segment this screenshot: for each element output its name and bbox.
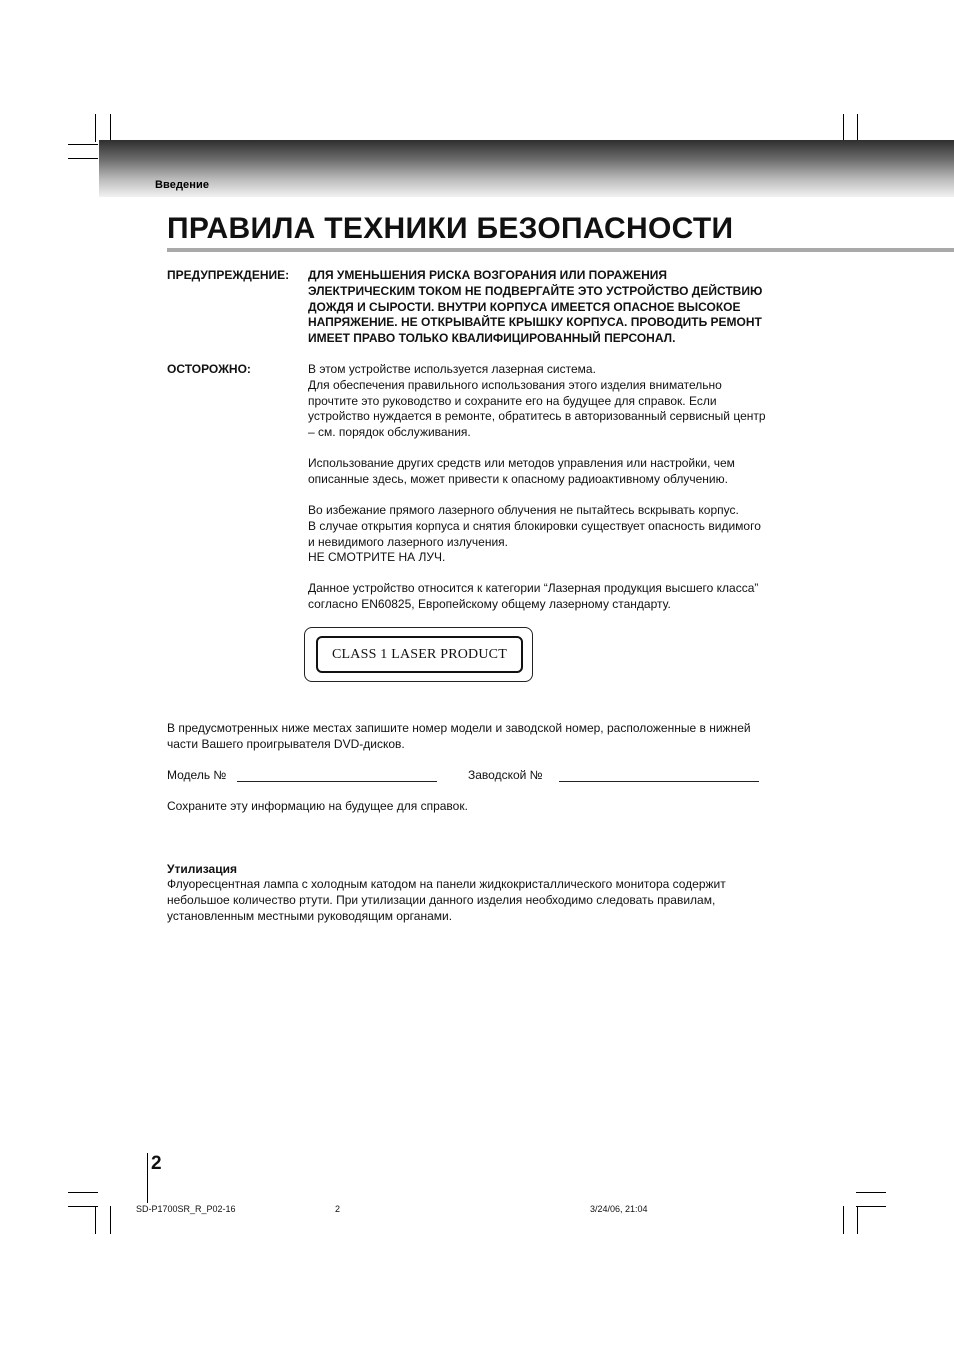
disposal-text: Флуоресцентная лампа с холодным катодом на панели жидкокристаллического монитора содержит небольшое количество ртути. При утилизации данного изделия необходимо следовать правилам, установленным местными руководящим органами. [167, 877, 726, 923]
record-intro: В предусмотренных ниже местах запишите номер модели и заводской номер, расположенные в нижней части Вашего проигрывателя DVD-дисков. [167, 721, 751, 751]
laser-class-label [304, 627, 533, 682]
crop-mark [110, 1206, 111, 1234]
warning-text: ДЛЯ УМЕНЬШЕНИЯ РИСКА ВОЗГОРАНИЯ ИЛИ ПОРАЖЕНИЯ ЭЛЕКТРИЧЕСКИМ ТОКОМ НЕ ПОДВЕРГАЙТЕ ЭТО УСТРОЙСТВО ДЕЙСТВИЮ ДОЖДЯ И СЫРОСТИ. ВНУТРИ КОРПУСА ИМЕЕТСЯ ОПАСНОЕ ВЫСОКОЕ НАПРЯЖЕНИЕ. НЕ ОТКРЫВАЙТЕ КРЫШКУ КОРПУСА. ПРОВОДИТЬ РЕМОНТ ИМЕЕТ ПРАВО ТОЛЬКО КВАЛИФИЦИРОВАННЫЙ ПЕРСОНАЛ. [308, 268, 763, 346]
footer-filename: SD-P1700SR_R_P02-16 [136, 1204, 236, 1214]
crop-mark [856, 1192, 886, 1193]
warning-label: ПРЕДУПРЕЖДЕНИЕ: [167, 268, 290, 282]
page-number: 2 [151, 1153, 162, 1174]
caution-paragraph-1: В этом устройстве используется лазерная система. Для обеспечения правильного использования этого изделия внимательно прочтите это руководство и сохраните его на будущее для справок. Если устройство нуждается в ремонте, обратитесь в авторизованный сервисный центр – см. порядок обслуживания. [308, 362, 766, 440]
header-band [99, 140, 954, 197]
footer-page: 2 [335, 1204, 341, 1214]
model-number-field[interactable] [237, 781, 437, 782]
crop-mark [68, 1192, 98, 1193]
serial-number-label: Заводской № [468, 768, 543, 782]
disposal-heading: Утилизация [167, 862, 237, 876]
caution-paragraph-3: Во избежание прямого лазерного облучения не пытайтесь вскрывать корпус. В случае открытия корпуса и снятия блокировки существует опасность видимого и невидимого лазерного излучения. НЕ СМОТРИТЕ НА ЛУЧ. [308, 503, 761, 565]
crop-mark [110, 114, 111, 142]
keep-note: Сохраните эту информацию на будущее для справок. [167, 799, 468, 813]
crop-mark [856, 1206, 886, 1207]
caution-paragraph-4: Данное устройство относится к категории “Лазерная продукция высшего класса” согласно EN60825, Европейскому общему лазерному стандарту. [308, 581, 759, 611]
crop-mark [95, 1206, 96, 1234]
footer-timestamp: 3/24/06, 21:04 [590, 1204, 648, 1214]
crop-mark [95, 114, 96, 142]
laser-class-text: CLASS 1 LASER PRODUCT [332, 646, 507, 662]
crop-mark [68, 1206, 98, 1207]
crop-mark [68, 144, 98, 145]
crop-mark [857, 114, 858, 142]
page-title: ПРАВИЛА ТЕХНИКИ БЕЗОПАСНОСТИ [167, 212, 734, 245]
laser-class-label-inner [316, 636, 523, 673]
model-number-label: Модель № [167, 768, 227, 782]
section-label: Введение [155, 179, 210, 191]
crop-mark [68, 158, 98, 159]
title-rule [167, 248, 954, 252]
caution-label: ОСТОРОЖНО: [167, 362, 251, 376]
crop-mark [857, 1206, 858, 1234]
serial-number-field[interactable] [559, 781, 759, 782]
crop-mark [843, 114, 844, 142]
caution-paragraph-2: Использование других средств или методов управления или настройки, чем описанные здесь, может привести к опасному радиоактивному облучению. [308, 456, 735, 486]
crop-mark [843, 1206, 844, 1234]
page-number-bar [147, 1153, 148, 1203]
